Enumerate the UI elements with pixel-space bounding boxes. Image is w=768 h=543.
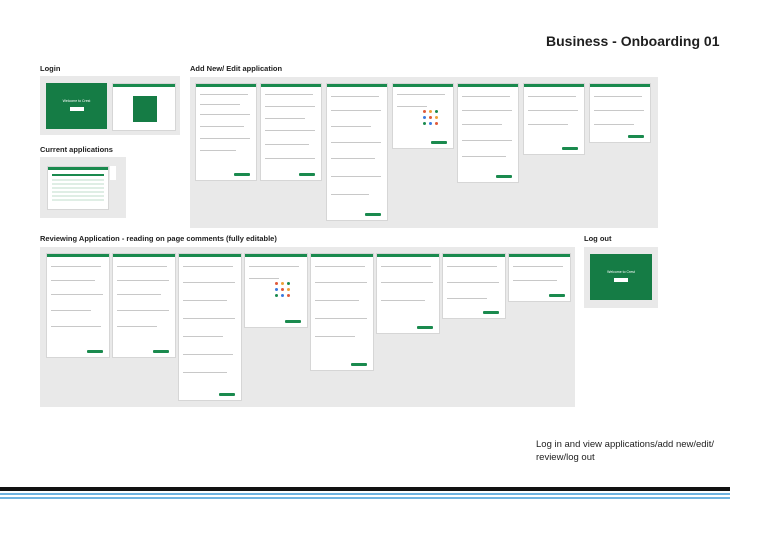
login-form-screen[interactable] xyxy=(112,83,176,131)
add-edit-screen-7[interactable] xyxy=(589,83,651,143)
screen-header-bar xyxy=(261,84,321,87)
footer-stripe-blue-1 xyxy=(0,493,730,495)
screen-header-bar xyxy=(179,254,241,257)
screen-header-bar xyxy=(443,254,505,257)
review-screen-2[interactable] xyxy=(112,253,176,358)
screen-header-bar xyxy=(196,84,256,87)
screen-header-bar xyxy=(47,254,109,257)
add-edit-panel xyxy=(190,77,658,228)
next-button[interactable] xyxy=(562,147,578,150)
table-header xyxy=(52,174,104,176)
applications-table xyxy=(52,179,104,203)
screen-header-bar xyxy=(113,84,175,87)
add-edit-screen-4[interactable] xyxy=(392,83,454,149)
next-button[interactable] xyxy=(628,135,644,138)
logout-panel xyxy=(584,247,658,308)
screen-header-bar xyxy=(48,167,108,170)
review-screen-7[interactable] xyxy=(442,253,506,319)
welcome-text: Welcome to Crest xyxy=(607,270,635,274)
add-edit-screen-6[interactable] xyxy=(523,83,585,155)
screen-header-bar xyxy=(393,84,453,87)
welcome-text: Welcome to Crest xyxy=(62,99,91,103)
section-label-login: Login xyxy=(40,64,61,73)
next-button[interactable] xyxy=(365,213,381,216)
add-edit-screen-3[interactable] xyxy=(326,83,388,221)
add-edit-screen-2[interactable] xyxy=(260,83,322,181)
screen-header-bar xyxy=(327,84,387,87)
applications-list-screen[interactable] xyxy=(47,166,109,210)
section-label-reviewing: Reviewing Application - reading on page comments (fully editable) xyxy=(40,234,277,243)
screen-header-bar xyxy=(590,84,650,87)
logout-welcome-screen[interactable] xyxy=(590,254,652,300)
footer-stripe-blue-2 xyxy=(0,497,730,499)
review-screen-4[interactable] xyxy=(244,253,308,328)
login-welcome-screen[interactable] xyxy=(46,83,107,129)
page-title: Business - Onboarding 01 xyxy=(546,33,720,49)
review-screen-3[interactable] xyxy=(178,253,242,401)
next-button[interactable] xyxy=(431,141,447,144)
next-button[interactable] xyxy=(285,320,301,323)
review-screen-8[interactable] xyxy=(508,253,571,302)
review-screen-1[interactable] xyxy=(46,253,110,358)
next-button[interactable] xyxy=(417,326,433,329)
welcome-button[interactable] xyxy=(614,278,628,282)
next-button[interactable] xyxy=(549,294,565,297)
welcome-button[interactable] xyxy=(70,107,84,111)
screen-header-bar xyxy=(524,84,584,87)
screen-header-bar xyxy=(509,254,570,257)
screen-header-bar xyxy=(377,254,439,257)
add-edit-screen-5[interactable] xyxy=(457,83,519,183)
reviewing-panel xyxy=(40,247,575,407)
side-note xyxy=(110,166,116,180)
section-label-logout: Log out xyxy=(584,234,612,243)
login-form-box xyxy=(133,96,157,122)
screen-header-bar xyxy=(311,254,373,257)
next-button[interactable] xyxy=(87,350,103,353)
next-button[interactable] xyxy=(234,173,250,176)
review-screen-5[interactable] xyxy=(310,253,374,371)
section-label-add-edit: Add New/ Edit application xyxy=(190,64,283,73)
section-label-current: Current applications xyxy=(40,145,113,154)
next-button[interactable] xyxy=(351,363,367,366)
current-applications-panel xyxy=(40,157,126,218)
flow-caption: Log in and view applications/add new/edit/ review/log out xyxy=(536,439,714,463)
login-panel xyxy=(40,76,180,135)
next-button[interactable] xyxy=(483,311,499,314)
review-screen-6[interactable] xyxy=(376,253,440,334)
screen-header-bar xyxy=(458,84,518,87)
next-button[interactable] xyxy=(299,173,315,176)
next-button[interactable] xyxy=(496,175,512,178)
next-button[interactable] xyxy=(219,393,235,396)
screen-header-bar xyxy=(245,254,307,257)
next-button[interactable] xyxy=(153,350,169,353)
screen-header-bar xyxy=(113,254,175,257)
add-edit-screen-1[interactable] xyxy=(195,83,257,181)
footer-stripe-black xyxy=(0,487,730,491)
